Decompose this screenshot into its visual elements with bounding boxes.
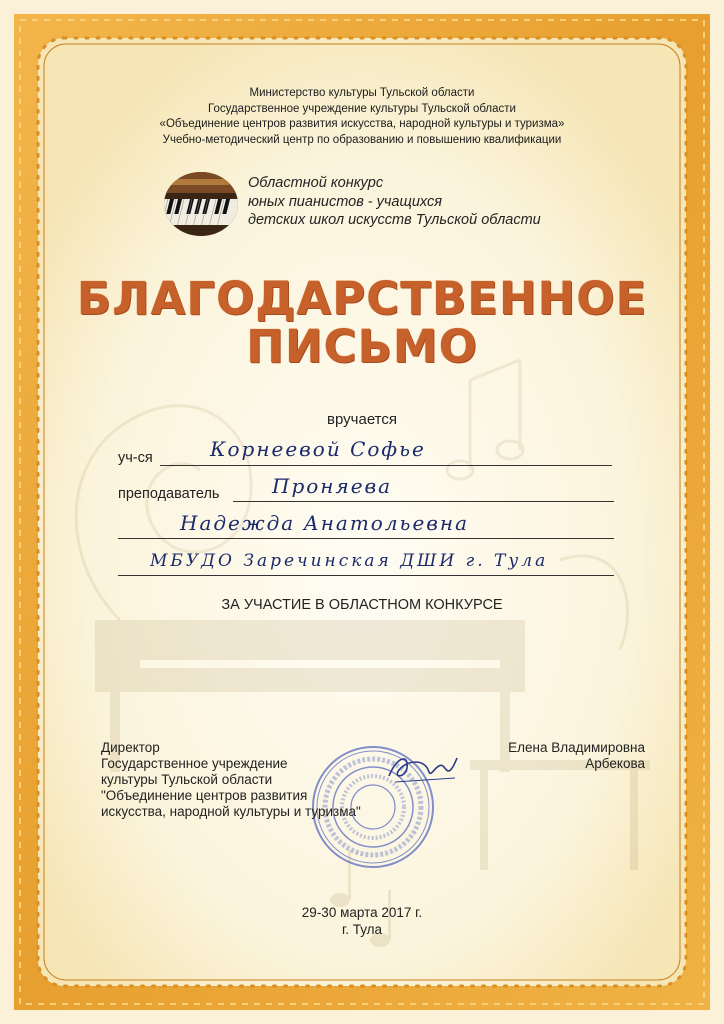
header-line-2: Государственное учреждение культуры Тульской области — [208, 102, 516, 115]
header-line-1: Министерство культуры Тульской области — [249, 87, 475, 99]
contest-name — [248, 174, 541, 230]
school-handwritten: МБУДО Заречинская ДШИ г. Тула — [150, 551, 549, 571]
director-position — [101, 740, 361, 820]
title-line-2: ПИСЬМО — [246, 320, 478, 373]
director-line-5: искусства, народной культуры и туризма" — [101, 804, 361, 819]
title-line-1: БЛАГОДАРСТВЕННОЕ — [76, 272, 648, 325]
teacher-underline — [233, 501, 614, 502]
participation-line: ЗА УЧАСТИЕ В ОБЛАСТНОМ КОНКУРСЕ — [221, 597, 503, 613]
director-line-2: Государственное учреждение — [101, 756, 288, 771]
teacher-surname-handwritten: Проняева — [272, 474, 393, 498]
date-line: 29-30 марта 2017 г. — [301, 905, 423, 920]
director-line-4: "Объединение центров развития — [101, 788, 308, 803]
contest-line-3: детских школ искусств Тульской области — [248, 212, 541, 228]
teacher-name-underline — [118, 538, 614, 539]
contest-line-2: юных пианистов - учащихся — [248, 193, 442, 210]
director-line-1: Директор — [101, 740, 160, 755]
student-name-handwritten: Корнеевой Софье — [210, 437, 426, 461]
piano-keys-image — [163, 171, 239, 237]
director-first-name: Елена Владимировна — [508, 740, 645, 755]
header-line-4: Учебно-методический центр по образованию и повышению квалификации — [162, 133, 562, 146]
city-line: г. Тула — [341, 922, 383, 937]
awarded-label: вручается — [327, 411, 397, 428]
student-underline — [160, 465, 612, 466]
director-surname: Арбекова — [585, 756, 645, 771]
director-signature — [385, 748, 465, 788]
teacher-name-handwritten: Надежда Анатольевна — [180, 511, 470, 535]
director-line-3: культуры Тульской области — [101, 772, 273, 787]
header-line-3: «Объединение центров развития искусства, народной культуры и туризма» — [159, 118, 565, 130]
teacher-label: преподаватель — [118, 486, 220, 502]
student-label: уч-ся — [118, 450, 153, 466]
director-name — [475, 740, 645, 772]
event-date — [0, 904, 724, 938]
contest-line-1: Областной конкурс — [248, 175, 384, 191]
school-underline — [118, 575, 614, 576]
organization-header — [0, 86, 724, 148]
